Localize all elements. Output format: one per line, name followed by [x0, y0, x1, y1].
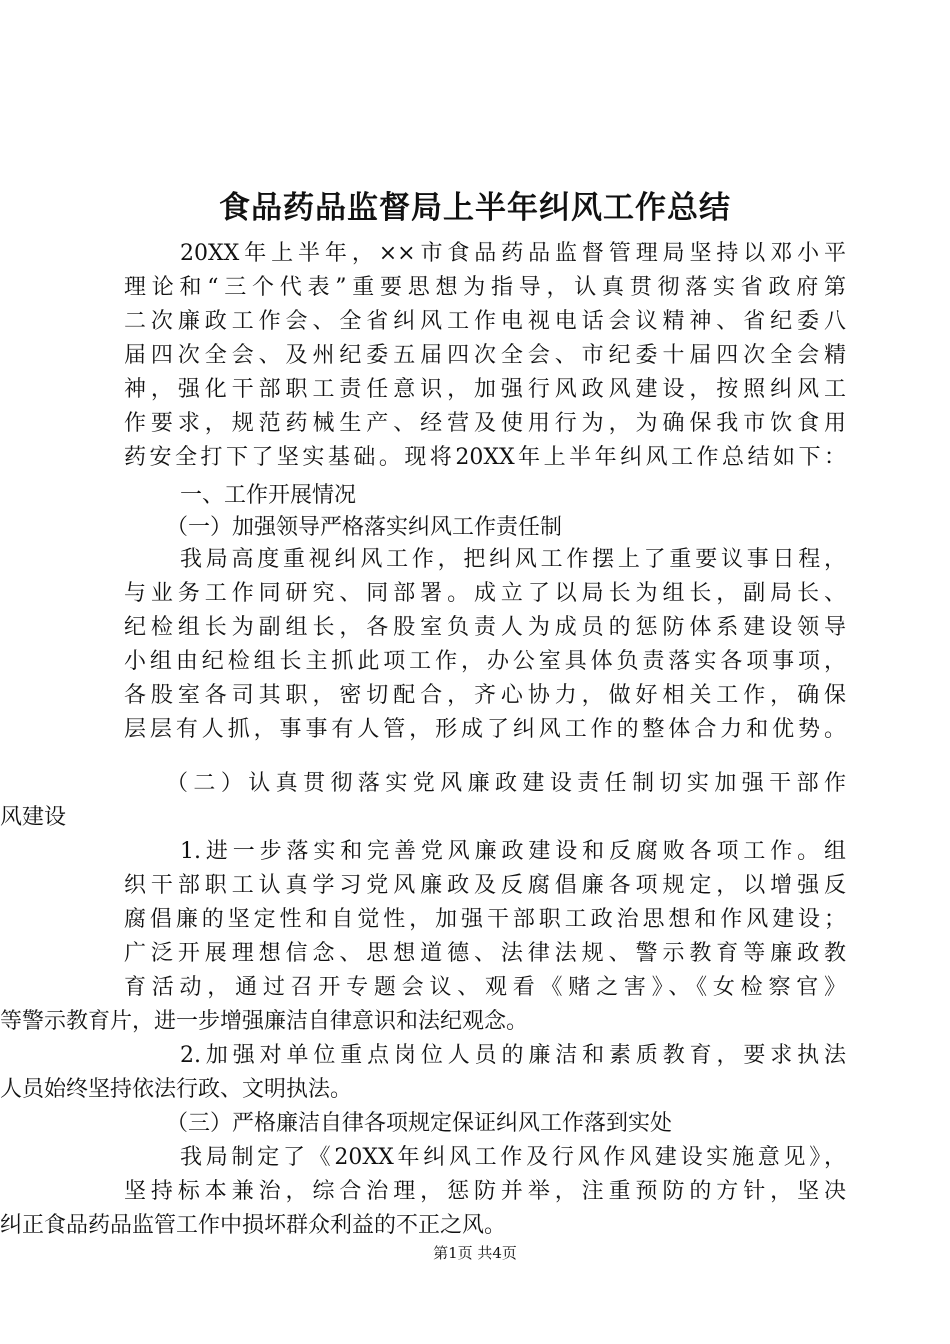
- paragraph-line: 我局高度重视纠风工作，把纠风工作摆上了重要议事日程，: [180, 547, 846, 572]
- paragraph-line: 等警示教育片，进一步增强廉洁自律意识和法纪观念。: [0, 1009, 529, 1034]
- paragraph-line: 纪检组长为副组长，各股室负责人为成员的惩防体系建设领导: [124, 615, 846, 640]
- paragraph-line: 我局制定了《20XX年纠风工作及行风作风建设实施意见》，: [180, 1145, 846, 1170]
- paragraph-line: 20XX年上半年，××市食品药品监督管理局坚持以邓小平: [180, 241, 846, 266]
- paragraph-line: 层层有人抓，事事有人管，形成了纠风工作的整体合力和优势。: [124, 717, 846, 742]
- paragraph-line: 理论和“三个代表”重要思想为指导，认真贯彻落实省政府第: [124, 275, 846, 300]
- section-heading: 一、工作开展情况: [180, 483, 357, 508]
- subsection-heading-cont: 风建设: [0, 805, 67, 830]
- paragraph-line: 各股室各司其职，密切配合，齐心协力，做好相关工作，确保: [124, 683, 846, 708]
- page-footer: 第1页 共4页: [433, 1244, 517, 1262]
- paragraph-line: 作要求，规范药械生产、经营及使用行为，为确保我市饮食用: [124, 411, 846, 436]
- paragraph-line: 1.进一步落实和完善党风廉政建设和反腐败各项工作。组: [180, 839, 846, 864]
- document-title: 食品药品监督局上半年纠风工作总结: [219, 190, 731, 226]
- subsection-heading: （二）认真贯彻落实党风廉政建设责任制切实加强干部作: [166, 771, 846, 796]
- paragraph-line: 药安全打下了坚实基础。现将20XX年上半年纠风工作总结如下：: [124, 445, 846, 470]
- paragraph-line: 与业务工作同研究、同部署。成立了以局长为组长，副局长、: [124, 581, 846, 606]
- paragraph-line: 2.加强对单位重点岗位人员的廉洁和素质教育，要求执法: [180, 1043, 846, 1068]
- paragraph-line: 小组由纪检组长主抓此项工作，办公室具体负责落实各项事项，: [124, 649, 846, 674]
- paragraph-line: 二次廉政工作会、全省纠风工作电视电话会议精神、省纪委八: [124, 309, 846, 334]
- subsection-heading: （一）加强领导严格落实纠风工作责任制: [166, 515, 563, 540]
- paragraph-line: 织干部职工认真学习党风廉政及反腐倡廉各项规定，以增强反: [124, 873, 846, 898]
- paragraph-line: 育活动，通过召开专题会议、观看《赌之害》、《女检察官》: [124, 975, 846, 1000]
- paragraph-line: 坚持标本兼治，综合治理，惩防并举，注重预防的方针，坚决: [124, 1179, 846, 1204]
- paragraph-line: 广泛开展理想信念、思想道德、法律法规、警示教育等廉政教: [124, 941, 846, 966]
- paragraph-line: 纠正食品药品监管工作中损坏群众利益的不正之风。: [0, 1213, 507, 1238]
- subsection-heading: （三）严格廉洁自律各项规定保证纠风工作落到实处: [166, 1111, 673, 1136]
- paragraph-line: 神，强化干部职工责任意识，加强行风政风建设，按照纠风工: [124, 377, 846, 402]
- paragraph-line: 腐倡廉的坚定性和自觉性，加强干部职工政治思想和作风建设；: [124, 907, 846, 932]
- paragraph-line: 届四次全会、及州纪委五届四次全会、市纪委十届四次全会精: [124, 343, 846, 368]
- paragraph-line: 人员始终坚持依法行政、文明执法。: [0, 1077, 353, 1102]
